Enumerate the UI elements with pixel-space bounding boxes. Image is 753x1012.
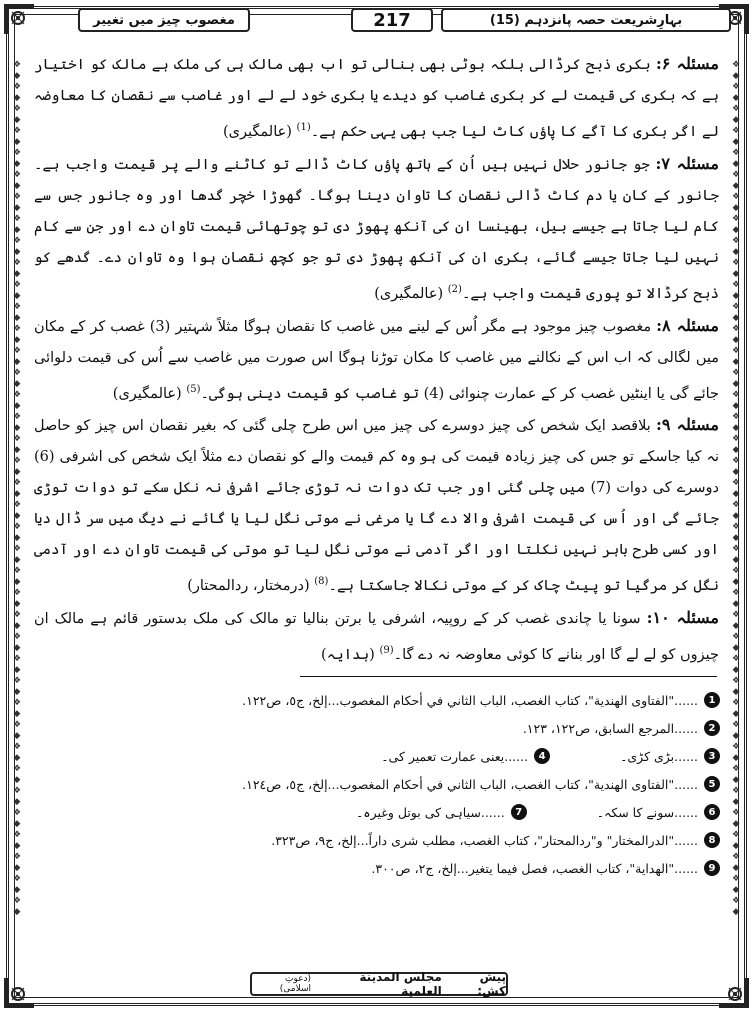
- masla-label: مسئلہ ۱۰:: [646, 608, 719, 628]
- footnote-number: 8: [704, 832, 720, 848]
- footnote-number: 9: [704, 860, 720, 876]
- footnote-item: [523, 716, 720, 740]
- publisher-prefix: پیش کش:: [477, 970, 506, 998]
- footnote-number: 3: [704, 748, 720, 764]
- footnote-number: 2: [704, 720, 720, 736]
- masla-source: (ہدایہ): [321, 647, 380, 664]
- page-number: 217: [351, 8, 433, 32]
- masla-text: بلاقصد ایک شخص کی چیز دوسرے کی چیز میں اس طرح چلی گئی کہ بغیر نقصان اس چیز کو حاصل نہ کیا جاسکے تو جس کی چیز زیادہ قیمت کی ہو وہ کم قیمت والے کو نقصان دے مثلاً ایک شخص کی اشرفی (6) دوسرے کی دوات (7) میں چلی گئی اور جب تک دوات نہ توڑی جائے اشرفی نہ نکل سکے تو دوات توڑی جائے گی اور اُس کی قیمت اشرفی والا دے گا یا مرغی نے موتی نگل لیا یا گائے نے دیگ میں سر ڈال دیا اور کسی طرح باہر نہیں نکلتا اور اگر آدمی نے موتی نگل لیا تو موتی کی قیمت تاوان دے اور آدمی نگل کر مرگیا تو پیٹ چاک کر کے موتی نکالا جاسکتا ہے۔: [34, 418, 719, 595]
- footnote-text: ......سیاہی کی بوتل وغیرہ۔: [355, 804, 505, 820]
- footnote-item: [381, 744, 720, 768]
- masla-text: مغصوب چیز موجود ہے مگر اُس کے لینے میں غاصب کا نقصان ہوگا مثلاً شہتیر (3) غصب کر کے مکان میں لگالی کہ اب اس کے نکالنے میں غاصب کا مکان توڑنا ہوگا اس صورت میں غاصب سے اُس کی قیمت دلوائی جائے گی یا اینٹیں غصب کر کے عمارت چنوائی (4) تو غاصب کو قیمت دینی ہوگی۔: [34, 318, 719, 402]
- footnote-item: [371, 856, 720, 880]
- masla-label: مسئلہ ۶:: [655, 54, 719, 73]
- footnote-text: ......المرجع السابق، ص١٢٢، ١٢٣.: [522, 720, 698, 736]
- footnote-text: ......"الفتاوى الهندية"، كتاب الغصب، الباب الثاني في أحكام المغصوب...إلخ، ج٥، ص١٢٤.: [242, 776, 698, 792]
- footnote-ref: (8): [314, 576, 329, 588]
- masla-text: جو جانور حلال نہیں ہیں اُن کے ہاتھ پاؤں کاٹ ڈالے تو کاٹنے والے پر قیمت واجب ہے۔ جانور کے کان یا دم کاٹ ڈالی نقصان کا تاوان دینا ہوگا۔ گھوڑا خچر گدھا اور وہ جانور جس سے کام لیا جاتا ہے جیسے بیل، بھینسا ان کی آنکھ پھوڑ دی تو چوتھائی قیمت تاوان دے اور جن سے کام نہیں لیا جاتا جیسے گائے، بکری ان کی آنکھ پھوڑ دی تو جو کچھ نقصان ہوا وہ تاوان دے۔ گدھے کو ذبح کرڈالا تو پوری قیمت واجب ہے۔: [34, 156, 719, 302]
- corner-ornament-icon: [2, 976, 36, 1010]
- border-pattern-left: ❖ ◆ ❖ ◆ ❖ ◆ ❖ ◆ ❖ ◆ ❖ ◆ ❖ ◆ ❖ ◆ ❖ ◆ ❖ ◆ ❖ ◆ ❖ ◆ ❖ ◆ ❖ ◆ ❖ ◆ ❖ ◆ ❖ ◆ ❖ ◆ ❖ ◆ ❖ ◆ ❖ ◆ ❖ ◆ ❖ ◆ ❖ ◆ ❖ ◆ ❖ ◆ ❖ ◆ ❖ ◆ ❖ ◆ ❖ ◆ ❖ ◆ ❖ ◆ ❖ ◆ ❖ ◆ ❖ ◆ ❖ ◆ ❖ ◆ ❖ ◆ ❖ ◆: [12, 60, 22, 917]
- footnote-text: ......سونے کا سکہ۔: [596, 804, 698, 820]
- publisher-org: (دعوتِ اسلامی): [279, 974, 312, 994]
- masla-source: (عالمگیری): [223, 123, 297, 140]
- masla-paragraph: [34, 310, 719, 410]
- footnote-separator: [300, 676, 717, 677]
- footnote-number: 4: [534, 748, 550, 764]
- corner-ornament-icon: [717, 976, 751, 1010]
- masla-label: مسئلہ ۸:: [656, 315, 719, 335]
- footnote-text: ......"الهداية"، كتاب الغصب، فصل فيما يتغير...إلخ، ج٢، ص٣٠٠.: [371, 860, 698, 876]
- footnote-item: [271, 828, 720, 852]
- footnote-ref: (1): [296, 122, 311, 133]
- footnote-ref: (5): [186, 383, 201, 395]
- chapter-title: مغصوب چیز میں تغییر: [78, 8, 250, 32]
- masla-paragraph: [34, 409, 719, 602]
- footnote-ref: (9): [379, 645, 394, 657]
- footnote-text: ......"الفتاوى الهندية"، كتاب الغصب، الباب الثاني في أحكام المغصوب...إلخ، ج٥، ص١٢٢.: [242, 692, 698, 708]
- publisher-name: مجلس المدينة العلمية: [359, 970, 442, 998]
- footnote-number: 1: [704, 692, 720, 708]
- masla-text: بکری ذبح کرڈالی بلکہ بوٹی بھی بنالی تو اب بھی مالک ہی کی ملک ہے مالک کو اختیار ہے کہ بکری کی قیمت لے کر بکری غاصب کو دیدے یا بکری خود لے لے اور غاصب سے نقصان کا معاوضہ لے اگر بکری کا آگے کا پاؤں کاٹ لیا جب بھی یہی حکم ہے۔: [34, 57, 719, 140]
- masla-paragraph: [34, 148, 719, 310]
- footnote-number: 5: [704, 776, 720, 792]
- footnote-item: [356, 800, 720, 824]
- footnote-item: [242, 772, 720, 796]
- footnote-ref: (2): [447, 283, 462, 295]
- masla-text: سونا یا چاندی غصب کر کے روپیہ، اشرفی یا برتن بنالیا تو مالک کی ملک بدستور قائم ہے مالک ان چیزوں کو لے لے گا اور بنانے کا کوئی معاوضہ نہ دے گا۔: [34, 611, 719, 664]
- footnote-text: ......یعنی عمارت تعمیر کی۔: [381, 748, 529, 764]
- border-pattern-right: ❖ ◆ ❖ ◆ ❖ ◆ ❖ ◆ ❖ ◆ ❖ ◆ ❖ ◆ ❖ ◆ ❖ ◆ ❖ ◆ ❖ ◆ ❖ ◆ ❖ ◆ ❖ ◆ ❖ ◆ ❖ ◆ ❖ ◆ ❖ ◆ ❖ ◆ ❖ ◆ ❖ ◆ ❖ ◆ ❖ ◆ ❖ ◆ ❖ ◆ ❖ ◆ ❖ ◆ ❖ ◆ ❖ ◆ ❖ ◆ ❖ ◆ ❖ ◆ ❖ ◆ ❖ ◆ ❖ ◆ ❖ ◆ ❖ ◆ ❖ ◆ ❖ ◆: [731, 60, 741, 917]
- masla-paragraph: [34, 602, 719, 671]
- footnote-text: ......بڑی کڑی۔: [620, 748, 698, 764]
- masla-source: (عالمگیری): [374, 285, 448, 302]
- masla-source: (عالمگیری): [112, 385, 187, 402]
- masla-label: مسئلہ ۹:: [655, 415, 719, 435]
- footnote-text: ......"الدرالمختار" و"ردالمحتار"، كتاب الغصب، مطلب شرى داراً...إلخ، ج٩، ص٣٢٣.: [271, 832, 698, 848]
- publisher-footer: [250, 972, 508, 996]
- footnote-number: 6: [704, 804, 720, 820]
- masla-paragraph: [34, 48, 719, 148]
- book-title: بہارِشریعت حصہ پانزدہم (15): [441, 8, 731, 32]
- footnote-number: 7: [511, 804, 527, 820]
- masla-label: مسئلہ ۷:: [655, 153, 719, 173]
- main-text: [34, 48, 719, 671]
- page-header: [22, 6, 731, 36]
- footnote-item: [242, 688, 720, 712]
- masla-source: (درمختار، ردالمحتار): [187, 578, 315, 595]
